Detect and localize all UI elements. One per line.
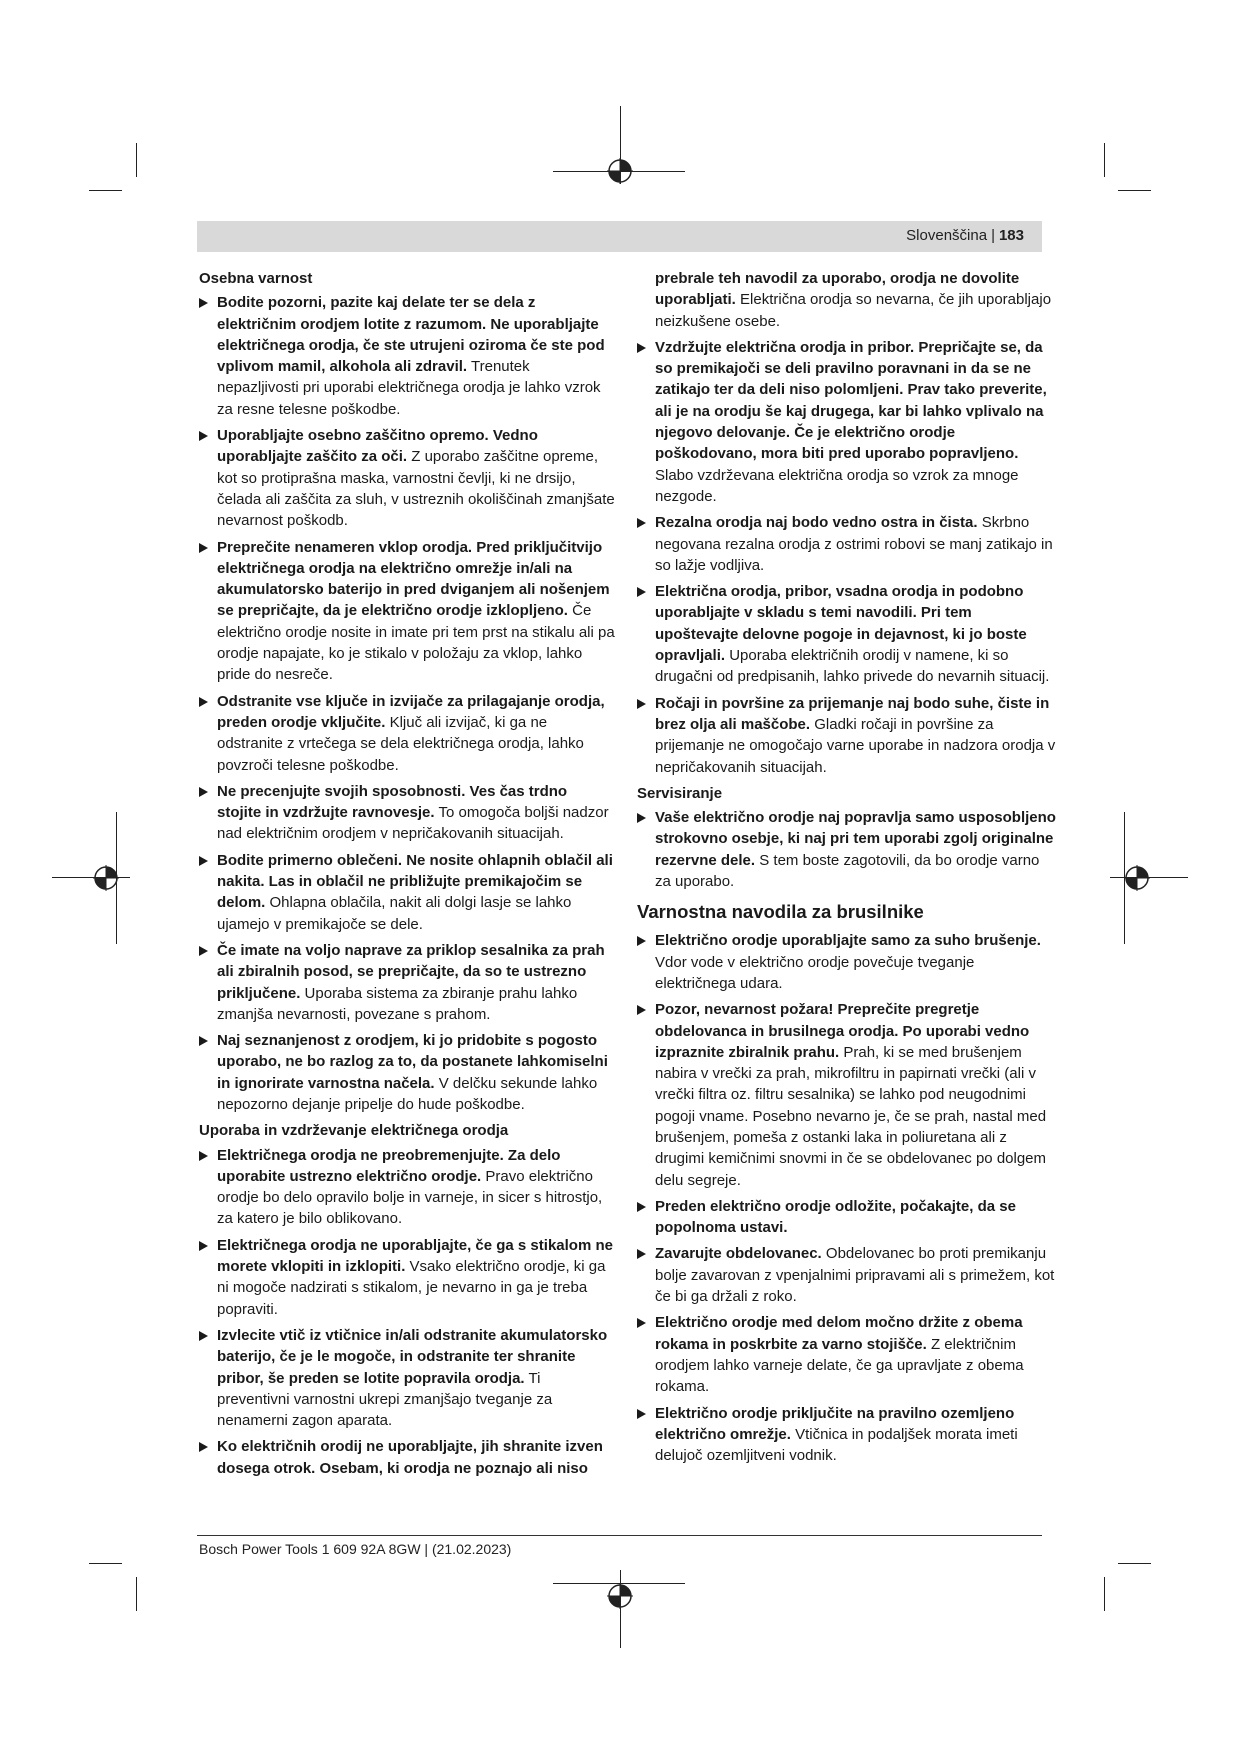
item-text: To omogoča boljši nadzor nad električnim orodjem v nepričakovanih situacijah. [217, 804, 609, 843]
page-header [197, 221, 1042, 252]
crop-mark [136, 1577, 137, 1611]
list-item [199, 1325, 615, 1431]
list-item [199, 1436, 615, 1479]
item-text: Skrbno negovana rezalna orodja z ostrimi robovi se manj zatikajo in so lažje vodljiva. [655, 514, 1053, 574]
list-item [199, 1235, 615, 1320]
continued-item [655, 268, 1057, 332]
servicing-list [637, 807, 1057, 892]
tool-use-list-continued [637, 337, 1057, 778]
item-bold: Vzdržujte električna orodja in pribor. Prepričajte se, da so premikajoči se deli pravilno poravnani in da se ne zatikajo ter da deli niso polomljeni. Prav tako preverite, ali je na orodju še kaj drugega, kar bi lahko vplivalo na njegovo delovanje. Če je električno orodje poškodovano, mora biti pred uporabo popravljeno. [655, 338, 1047, 463]
item-bold: Uporabljajte osebno zaščitno opremo. Vedno uporabljajte zaščito za oči. [217, 427, 538, 466]
item-bold: Električno orodje uporabljajte samo za suho brušenje. [655, 932, 1041, 950]
list-item [199, 292, 615, 420]
crop-mark [136, 143, 137, 177]
right-column [637, 268, 1057, 1471]
item-bold: Električnega orodja ne preobremenjujte. Za delo uporabite ustrezno električno orodje. [217, 1146, 561, 1185]
bullet-triangle-icon [199, 1241, 208, 1251]
item-bold: Električno orodje priključite na pravilno ozemljeno električno omrežje. [655, 1404, 1015, 1443]
bullet-triangle-icon [637, 1249, 646, 1259]
registration-target-icon [607, 158, 633, 184]
list-item [199, 940, 615, 1025]
list-item [637, 1196, 1057, 1239]
bullet-triangle-icon [637, 1318, 646, 1328]
item-bold: Ne precenjujte svojih sposobnosti. Ves čas trdno stojite in vzdržujte ravnovesje. [217, 782, 568, 822]
item-bold: Preprečite nenameren vklop orodja. Pred priključitvijo električnega orodja na električno omrežje in/ali na akumulatorsko baterijo in pred dviganjem ali nošenjem se prepričajte, da je električno orodje izklopljeno. [217, 538, 610, 620]
list-item [199, 781, 615, 845]
item-bold: Ko električnih orodij ne uporabljajte, jih shranite izven dosega otrok. Osebam, ki orodja ne poznajo ali niso [217, 1438, 603, 1477]
crop-mark [1118, 1563, 1151, 1564]
item-text: Vtičnica in podaljšek morata imeti delujoč ozemljitveni vodnik. [655, 1425, 1018, 1465]
list-item [637, 1312, 1057, 1397]
bullet-triangle-icon [199, 298, 208, 308]
bullet-triangle-icon [199, 1151, 208, 1161]
item-bold: Električnega orodja ne uporabljajte, če ga s stikalom ne morete vklopiti in izklopiti. [217, 1236, 613, 1276]
list-item [637, 512, 1057, 576]
item-bold: Ročaji in površine za prijemanje naj bodo suhe, čiste in brez olja ali maščobe. [655, 694, 1050, 733]
item-text: V delčku sekunde lahko nepozorno dejanje pripelje do hude poškodbe. [217, 1074, 598, 1113]
item-bold: Če imate na voljo naprave za priklop sesalnika za prah ali zbiralnih posod, se prepričajte, da so te ustrezno priključene. [217, 941, 605, 1002]
item-text: S tem boste zagotovili, da bo orodje varno za uporabo. [655, 851, 1040, 891]
tool-use-list [199, 1145, 615, 1479]
bullet-triangle-icon [199, 431, 208, 441]
item-text: Uporaba sistema za zbiranje prahu lahko zmanjša nevarnosti, povezane s prahom. [217, 984, 578, 1023]
bullet-triangle-icon [637, 1005, 646, 1015]
section-title-tool-use: Uporaba in vzdrževanje električnega orodja [199, 1122, 509, 1140]
bullet-triangle-icon [199, 946, 208, 956]
item-bold: Zavarujte obdelovanec. [655, 1245, 822, 1263]
personal-safety-list [199, 292, 615, 1115]
list-item [199, 850, 615, 935]
section-title-sander-safety: Varnostna navodila za brusilnike [637, 901, 924, 923]
bullet-triangle-icon [199, 856, 208, 866]
bullet-triangle-icon [199, 787, 208, 797]
list-item [637, 1243, 1057, 1307]
bullet-triangle-icon [637, 1409, 646, 1419]
crop-mark [89, 190, 122, 191]
item-text: Vsako električno orodje, ki ga ni mogoče nadzirati s stikalom, je nevarno in ga je treba popraviti. [217, 1258, 606, 1318]
bullet-triangle-icon [199, 1331, 208, 1341]
item-text: Vdor vode v električno orodje povečuje tveganje električnega udara. [655, 953, 975, 992]
crop-mark [89, 1563, 122, 1564]
bullet-triangle-icon [637, 518, 646, 528]
item-bold: Vaše električno orodje naj popravlja samo usposobljeno strokovno osebje, ki naj pri tem uporabi zgolj originalne rezervne dele. [655, 809, 1056, 869]
item-bold: Bodite pozorni, pazite kaj delate ter se dela z električnim orodjem lotite z razumom. Ne uporabljajte električnega orodja, če ste utrujeni oziroma če ste pod vplivom mamil, alkohola ali zdravil. [217, 294, 605, 376]
bullet-triangle-icon [199, 543, 208, 553]
item-text: Če električno orodje nosite in imate pri tem prst na stikalu ali pa orodje napajate, ko je stikalo v položaju za vklop, lahko pride do nesreče. [217, 602, 615, 684]
registration-target-icon [1124, 865, 1150, 891]
item-text: Obdelovanec bo proti premikanju bolje zavarovan z vpenjalnimi pripravami ali s primežem, kot če bi ga držali z roko. [655, 1245, 1055, 1306]
page-number: 183 [998, 227, 1024, 244]
bullet-triangle-icon [637, 699, 646, 709]
item-text: Z uporabo zaščitne opreme, kot so protiprašna maska, varnostni čevlji, ki ne drsijo, čelada ali zaščita za sluh, v ustreznih okoliščinah zmanjšate nevarnost poškodb. [217, 448, 615, 530]
bullet-triangle-icon [637, 936, 646, 946]
item-bold: Bodite primerno oblečeni. Ne nosite ohlapnih oblačil ali nakita. Las in oblačil ne približujte premikajočim se delom. [217, 851, 613, 912]
section-title-servicing: Servisiranje [637, 784, 723, 802]
list-item [199, 1145, 615, 1230]
list-item [637, 693, 1057, 778]
item-bold: Odstranite vse ključe in izvijače za prilagajanje orodja, preden orodje vključite. [217, 692, 605, 731]
bullet-triangle-icon [199, 1036, 208, 1046]
item-bold: Električna orodja, pribor, vsadna orodja in podobno uporabljajte v skladu s temi navodili. Pri tem upoštevajte delovne pogoje in dejavnost, ki jo boste opravljali. [655, 583, 1027, 665]
bullet-triangle-icon [637, 813, 646, 823]
bullet-triangle-icon [199, 697, 208, 707]
item-text: Ti preventivni varnostni ukrepi zmanjšajo tveganje za nenamerni zagon aparata. [217, 1369, 553, 1430]
item-text: Prah, ki se med brušenjem nabira v vrečki za prah, mikrofiltru in papirnati vrečki (ali v vrečki filtra oz. filtru sesalnika) se lahko pod neugodnimi pogoji vname. Posebno nevarno je, če se prah, nastal med brušenjem, pomeša z ostanki laka in poliuretana ali z drugimi kemičnimi snovmi in če se obdelovanec po dolgem delu segreje. [655, 1043, 1047, 1189]
list-item [199, 537, 615, 686]
item-bold: Izvlecite vtič iz vtičnice in/ali odstranite akumulatorsko baterijo, če je le mogoče, in odstranite ter shranite pribor, še preden se lotite popravila orodja. [217, 1326, 608, 1387]
item-bold: Električno orodje med delom močno držite z obema rokama in poskrbite za varno stojišče. [655, 1314, 1023, 1353]
bullet-triangle-icon [637, 1202, 646, 1212]
item-text: Pravo električno orodje bo delo opravilo bolje in varneje, in sicer s hitrostjo, za katero je bilo oblikovano. [217, 1167, 603, 1228]
list-item [199, 691, 615, 776]
sander-safety-list [637, 930, 1057, 1466]
bullet-triangle-icon [199, 1442, 208, 1452]
list-item [637, 581, 1057, 687]
item-bold: prebrale teh navodil za uporabo, orodja ne dovolite uporabljati. [655, 270, 1020, 309]
list-item [637, 930, 1057, 994]
crop-mark [1104, 1577, 1105, 1611]
bullet-triangle-icon [637, 343, 646, 353]
item-text: Električna orodja so nevarna, če jih uporabljajo neizkušene osebe. [655, 291, 1052, 330]
registration-target-icon [93, 865, 119, 891]
crop-mark [1118, 190, 1151, 191]
item-text: Slabo vzdrževana električna orodja so vzrok za mnoge nezgode. [655, 466, 1019, 505]
list-item [637, 999, 1057, 1191]
registration-target-icon [607, 1583, 633, 1609]
header-separator: | [991, 227, 995, 244]
left-column [199, 268, 615, 1484]
bullet-triangle-icon [637, 587, 646, 597]
item-text: Ohlapna oblačila, nakit ali dolgi lasje se lahko ujamejo v premikajoče se dele. [217, 894, 572, 933]
list-item [637, 1403, 1057, 1467]
item-bold: Rezalna orodja naj bodo vedno ostra in čista. [655, 514, 978, 532]
header-text [906, 227, 1024, 244]
item-text: Gladki ročaji in površine za prijemanje ne omogočajo varne uporabe in nadzora orodja v nepričakovanih situacijah. [655, 715, 1056, 776]
registration-line [620, 1570, 621, 1648]
footer-divider [197, 1535, 1042, 1536]
list-item [637, 337, 1057, 507]
item-text: Trenutek nepazljivosti pri uporabi električnega orodja je lahko vzrok za resne telesne poškodbe. [217, 358, 601, 418]
item-bold: Naj seznanjenost z orodjem, ki jo pridobite s pogosto uporabo, ne bo razlog za to, da postanete lahkomiselni in ignorirate varnostna načela. [217, 1032, 608, 1092]
item-bold: Preden električno orodje odložite, počakajte, da se popolnoma ustavi. [655, 1197, 1016, 1237]
page-footer: Bosch Power Tools 1 609 92A 8GW | (21.02.2023) [199, 1541, 512, 1557]
crop-mark [1104, 143, 1105, 177]
list-item [199, 1030, 615, 1115]
item-text: Z električnim orodjem lahko varneje delate, če ga upravljate z obema rokama. [655, 1335, 1024, 1396]
header-language: Slovenščina [906, 227, 988, 244]
section-title-personal-safety: Osebna varnost [199, 270, 313, 287]
list-item [199, 425, 615, 531]
item-text: Ključ ali izvijač, ki ga ne odstranite z vrtečega se dela električnega orodja, lahko povzroči telesne poškodbe. [217, 713, 584, 774]
item-text: Uporaba električnih orodij v namene, ki so drugačni od predpisanih, lahko privede do nevarnih situacij. [655, 647, 1050, 686]
item-bold: Pozor, nevarnost požara! Preprečite pregretje obdelovanca in brusilnega orodja. Po uporabi vedno izpraznite zbiralnik prahu. [655, 1001, 1030, 1061]
list-item [637, 807, 1057, 892]
